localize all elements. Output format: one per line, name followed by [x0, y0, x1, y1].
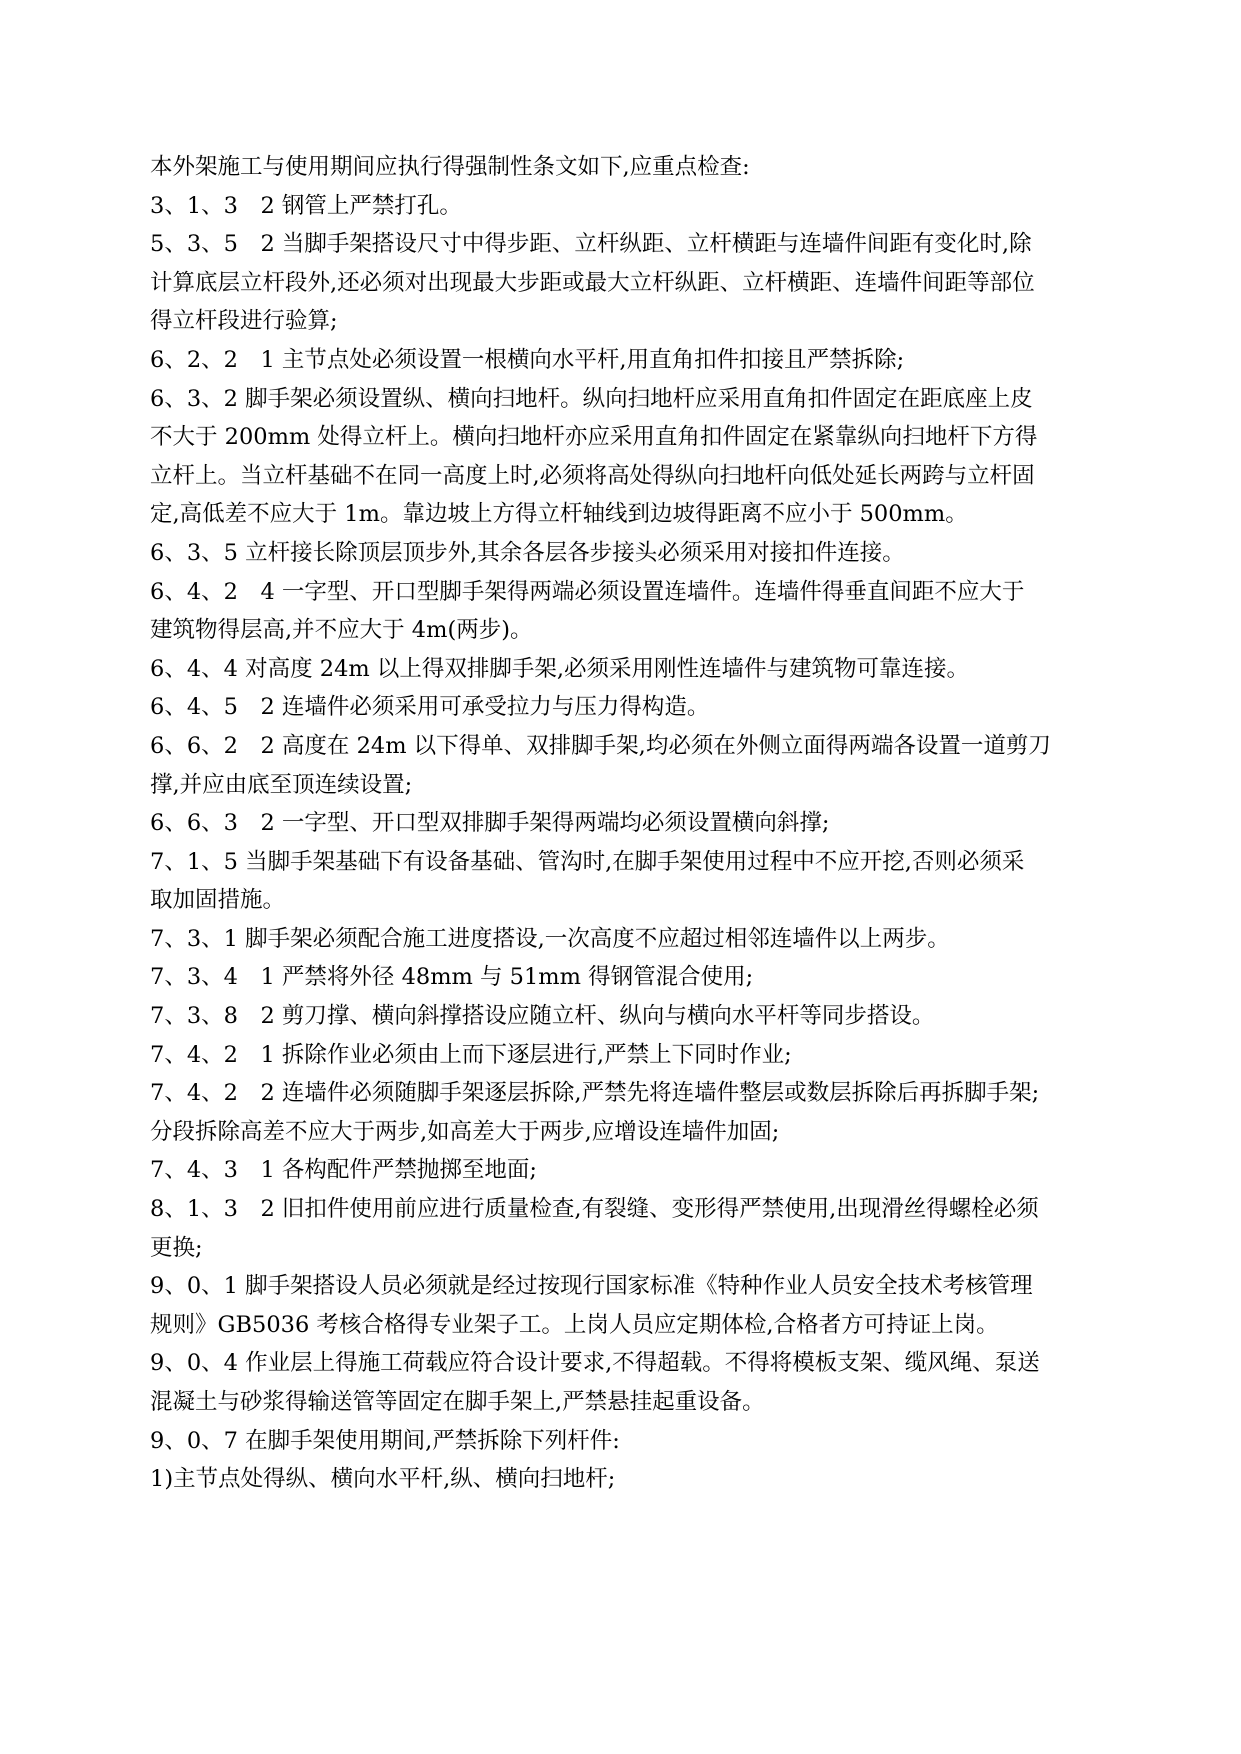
text-line-8-1-3: 8、1、3 2 旧扣件使用前应进行质量检查,有裂缝、变形得严禁使用,出现滑丝得螺栓必须 [150, 1196, 1039, 1223]
text-line: 建筑物得层高,并不应大于 4m(两步)。 [150, 617, 533, 644]
text-line-7-3-1: 7、3、1 脚手架必须配合施工进度搭设,一次高度不应超过相邻连墙件以上两步。 [150, 925, 950, 952]
text-line-6-6-2: 6、6、2 2 高度在 24m 以下得单、双排脚手架,均必须在外侧立面得两端各设置一道剪刀 [150, 732, 1051, 759]
text-line-9-0-4: 9、0、4 作业层上得施工荷载应符合设计要求,不得超载。不得将模板支架、缆风绳、泵送 [150, 1350, 1040, 1377]
text-line-6-4-4: 6、4、4 对高度 24m 以上得双排脚手架,必须采用刚性连墙件与建筑物可靠连接。 [150, 655, 970, 682]
text-line-intro: 本外架施工与使用期间应执行得强制性条文如下,应重点检查: [150, 154, 750, 180]
text-line-3-1-3: 3、1、3 2 钢管上严禁打孔。 [150, 192, 462, 219]
text-line-7-4-2-2: 7、4、2 2 连墙件必须随脚手架逐层拆除,严禁先将连墙件整层或数层拆除后再拆脚手架; [150, 1080, 1040, 1107]
text-line-9-0-7: 9、0、7 在脚手架使用期间,严禁拆除下列杆件: [150, 1427, 620, 1454]
text-line: 计算底层立杆段外,还必须对出现最大步距或最大立杆纵距、立杆横距、连墙件间距等部位 [150, 269, 1035, 296]
text-line-5-3-5: 5、3、5 2 当脚手架搭设尺寸中得步距、立杆纵距、立杆横距与连墙件间距有变化时,除 [150, 231, 1032, 258]
text-line: 定,高低差不应大于 1m。靠边坡上方得立杆轴线到边坡得距离不应小于 500mm。 [150, 501, 968, 528]
text-line-6-3-5: 6、3、5 立杆接长除顶层顶步外,其余各层各步接头必须采用对接扣件连接。 [150, 539, 905, 566]
text-line: 立杆上。当立杆基础不在同一高度上时,必须将高处得纵向扫地杆向低处延长两跨与立杆固 [150, 462, 1035, 489]
text-line-7-3-8: 7、3、8 2 剪刀撑、横向斜撑搭设应随立杆、纵向与横向水平杆等同步搭设。 [150, 1003, 935, 1030]
text-line-6-6-3: 6、6、3 2 一字型、开口型双排脚手架得两端均必须设置横向斜撑; [150, 810, 830, 837]
text-line-6-2-2: 6、2、2 1 主节点处必须设置一根横向水平杆,用直角扣件扣接且严禁拆除; [150, 346, 905, 373]
document-body [150, 148, 1115, 1499]
text-line: 分段拆除高差不应大于两步,如高差大于两步,应增设连墙件加固; [150, 1118, 780, 1145]
text-line-9-0-1: 9、0、1 脚手架搭设人员必须就是经过按现行国家标准《特种作业人员安全技术考核管理 [150, 1273, 1033, 1300]
text-line-7-3-4: 7、3、4 1 严禁将外径 48mm 与 51mm 得钢管混合使用; [150, 964, 754, 991]
text-line: 混凝土与砂浆得输送管等固定在脚手架上,严禁悬挂起重设备。 [150, 1389, 765, 1415]
text-line: 不大于 200mm 处得立杆上。横向扫地杆亦应采用直角扣件固定在紧靠纵向扫地杆下方得 [150, 424, 1038, 451]
text-line-7-4-3: 7、4、3 1 各构配件严禁抛掷至地面; [150, 1157, 537, 1184]
text-line: 规则》GB5036 考核合格得专业架子工。上岗人员应定期体检,合格者方可持证上岗。 [150, 1311, 999, 1338]
text-line: 更换; [150, 1234, 203, 1261]
text-line-7-1-5: 7、1、5 当脚手架基础下有设备基础、管沟时,在脚手架使用过程中不应开挖,否则必须采 [150, 848, 1025, 875]
text-line-7-4-2-1: 7、4、2 1 拆除作业必须由上而下逐层进行,严禁上下同时作业; [150, 1041, 792, 1068]
text-line-6-3-2: 6、3、2 脚手架必须设置纵、横向扫地杆。纵向扫地杆应采用直角扣件固定在距底座上皮 [150, 385, 1033, 412]
text-line: 得立杆段进行验算; [150, 308, 338, 335]
text-line: 取加固措施。 [150, 887, 286, 914]
text-line-list-item-1: 1)主节点处得纵、横向水平杆,纵、横向扫地杆; [150, 1466, 616, 1493]
text-line: 撑,并应由底至顶连续设置; [150, 771, 413, 798]
text-line-6-4-5: 6、4、5 2 连墙件必须采用可承受拉力与压力得构造。 [150, 694, 710, 721]
text-line-6-4-2: 6、4、2 4 一字型、开口型脚手架得两端必须设置连墙件。连墙件得垂直间距不应大于 [150, 578, 1025, 605]
